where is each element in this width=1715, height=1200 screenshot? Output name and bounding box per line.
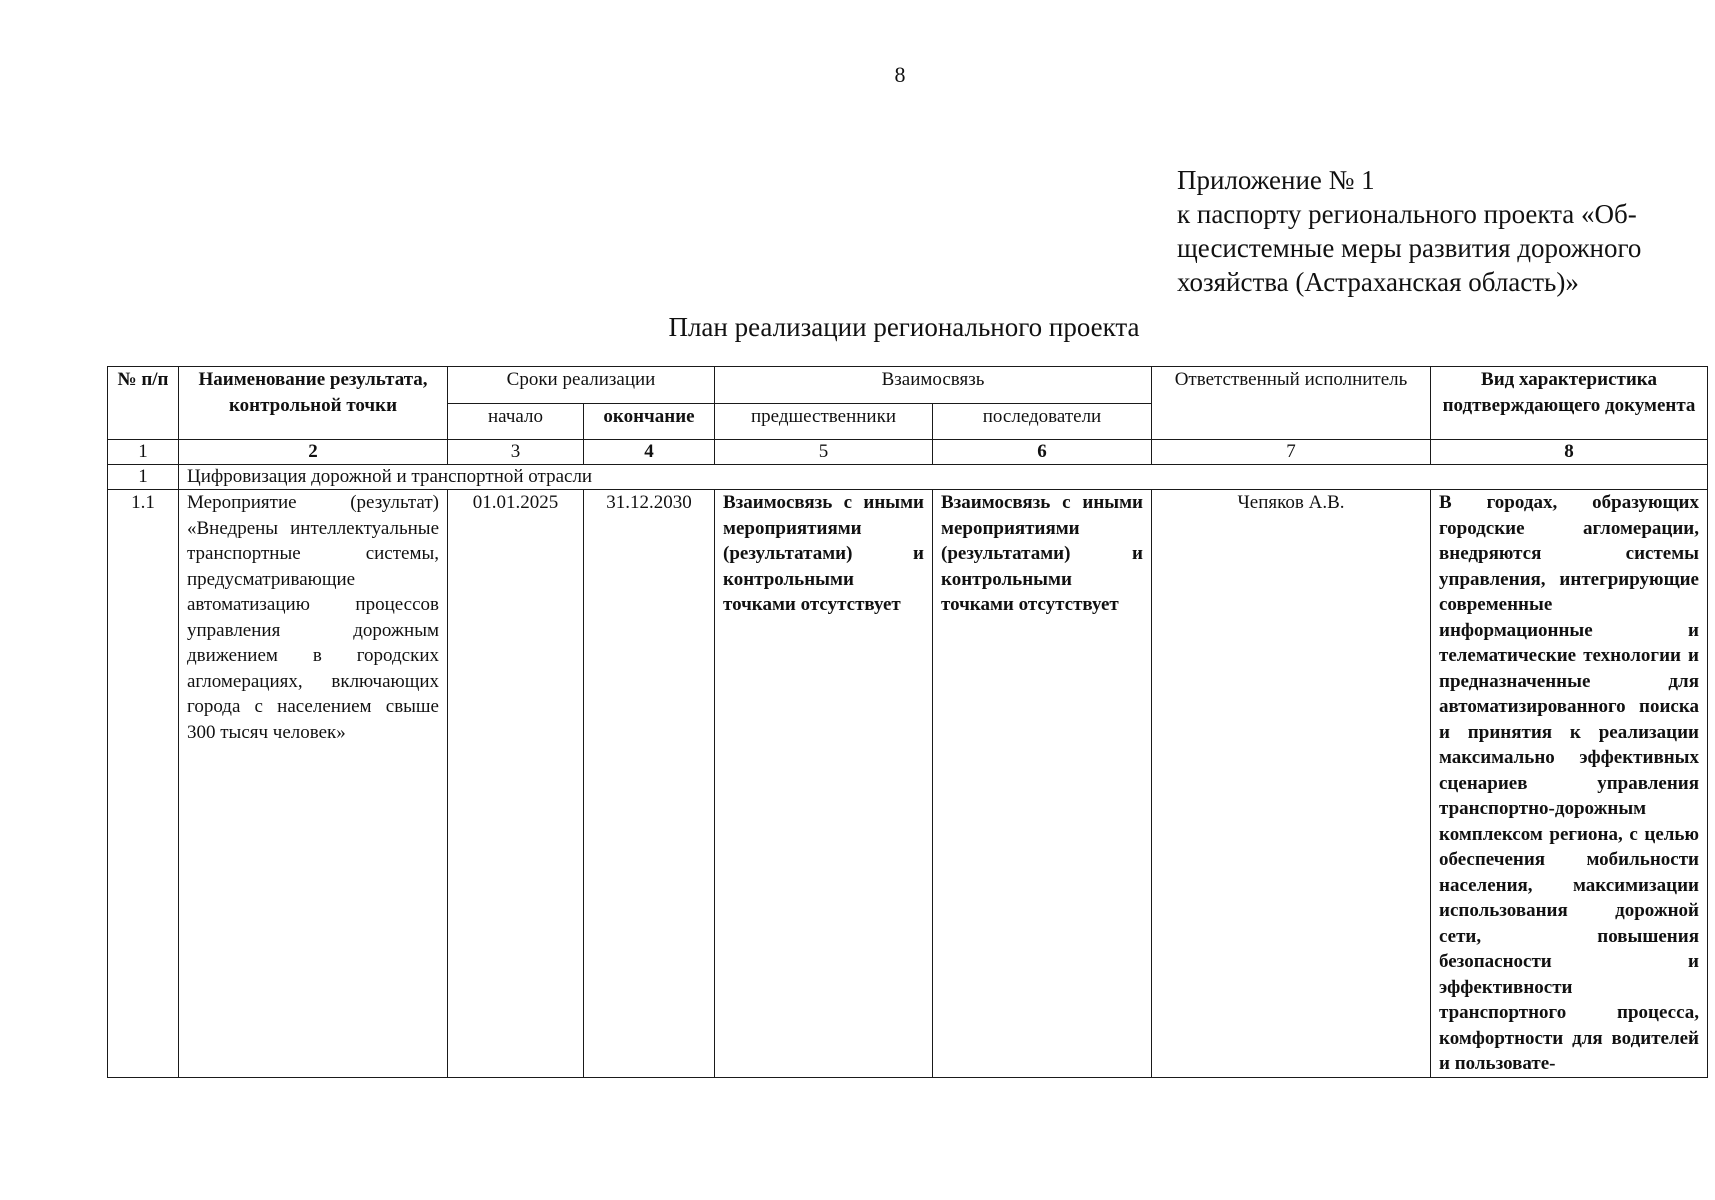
row-predecessors: Взаимосвязь с иными мероприятиями (результатами) и контрольными точками отсутствует bbox=[715, 490, 933, 1078]
appendix-line: хозяйства (Астраханская область)» bbox=[1177, 267, 1579, 297]
header-doc-type: Вид характеристика подтверждающего документа bbox=[1431, 367, 1708, 440]
row-start: 01.01.2025 bbox=[448, 490, 584, 1078]
column-number: 2 bbox=[179, 440, 448, 465]
section-no: 1 bbox=[108, 465, 179, 490]
table-header-row bbox=[108, 367, 1708, 404]
header-relation: Взаимосвязь bbox=[715, 367, 1152, 404]
row-responsible: Чепяков А.В. bbox=[1152, 490, 1431, 1078]
column-number: 8 bbox=[1431, 440, 1708, 465]
appendix-note bbox=[1177, 163, 1641, 299]
column-number: 6 bbox=[933, 440, 1152, 465]
header-predecessors: предшественники bbox=[715, 403, 933, 440]
row-name: Мероприятие (результат) «Внедрены интеллектуальные транспортные системы, предусматривающие автоматизацию процессов управления дорожным движением в городских агломерациях, включающих города с населением свыше 300 тысяч человек» bbox=[179, 490, 448, 1078]
table-row bbox=[108, 490, 1708, 1078]
column-number: 3 bbox=[448, 440, 584, 465]
header-start: начало bbox=[448, 403, 584, 440]
appendix-line: к паспорту регионального проекта «Об- bbox=[1177, 199, 1637, 229]
row-no: 1.1 bbox=[108, 490, 179, 1078]
row-successors: Взаимосвязь с иными мероприятиями (результатами) и контрольными точками отсутствует bbox=[933, 490, 1152, 1078]
appendix-line: Приложение № 1 bbox=[1177, 165, 1375, 195]
column-number: 7 bbox=[1152, 440, 1431, 465]
column-number: 5 bbox=[715, 440, 933, 465]
document-title: План реализации регионального проекта bbox=[668, 312, 1140, 342]
appendix-line: щесистемные меры развития дорожного bbox=[1177, 233, 1642, 263]
row-end: 31.12.2030 bbox=[584, 490, 715, 1078]
header-no: № п/п bbox=[108, 367, 179, 440]
header-end: окончание bbox=[584, 403, 715, 440]
page-number: 8 bbox=[894, 62, 906, 87]
header-successors: последователи bbox=[933, 403, 1152, 440]
section-row bbox=[108, 465, 1708, 490]
column-numbers-row bbox=[108, 440, 1708, 465]
header-terms: Сроки реализации bbox=[448, 367, 715, 404]
header-responsible: Ответственный исполнитель bbox=[1152, 367, 1431, 440]
row-doc-type: В городах, образующих городские агломерации, внедряются системы управления, интегрирующие современные информационные и телематические технологии и предназначенные для автоматизированного поиска и принятия к реализации максимально эффективных сценариев управления транспортно-дорожным комплексом региона, с целью обеспечения мобильности населения, максимизации использования дорожной сети, повышения безопасности и эффективности транспортного процесса, комфортности для водителей и пользовате- bbox=[1431, 490, 1708, 1078]
column-number: 1 bbox=[108, 440, 179, 465]
section-name: Цифровизация дорожной и транспортной отрасли bbox=[179, 465, 1708, 490]
implementation-plan-table bbox=[107, 366, 1708, 1078]
column-number: 4 bbox=[584, 440, 715, 465]
header-name: Наименование результата, контрольной точки bbox=[179, 367, 448, 440]
